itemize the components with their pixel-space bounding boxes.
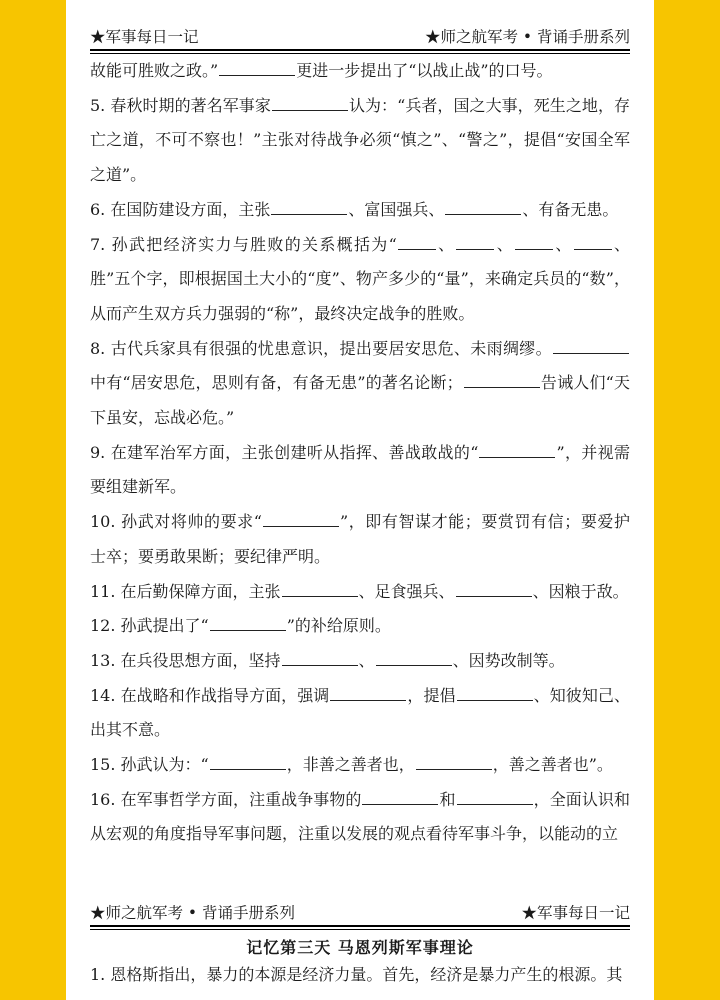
content-block-2 (90, 958, 630, 993)
blank (362, 788, 438, 805)
header-left: ★军事每日一记 (90, 28, 199, 46)
blank (464, 371, 540, 388)
blank (210, 753, 286, 770)
blank (282, 649, 358, 666)
header-rule-thin (90, 929, 630, 930)
paragraph-10: 10. 孙武对将帅的要求“ ”，即有智谋才能；要赏罚有信；要爱护士卒；要勇敢果断；要纪律严明。 (90, 512, 630, 566)
paragraph-6: 6. 在国防建设方面，主张 、富国强兵、 、有备无患。 (90, 199, 619, 219)
blank (457, 788, 533, 805)
blank (457, 684, 533, 701)
blank (479, 441, 555, 458)
page (66, 0, 654, 1000)
paragraph-9: 9. 在建军治军方面，主张创建听从指挥、善战敢战的“ ”，并视需要组建新军。 (90, 442, 630, 497)
page-header-bottom (90, 903, 630, 923)
paragraph-13: 13. 在兵役思想方面，坚持 、 、因势改制等。 (90, 650, 565, 670)
blank (282, 580, 358, 597)
header-right: ★师之航军考 • 背诵手册系列 (425, 28, 630, 46)
paragraph-12: 12. 孙武提出了“ ”的补给原则。 (90, 616, 391, 636)
paragraph-5: 5. 春秋时期的著名军事家 认为：“兵者，国之大事，死生之地，存亡之道，不可不察也！”主张对待战争必须“慎之”、“警之”，提倡“安国全军之道”。 (90, 95, 630, 185)
blank (416, 753, 492, 770)
blank (515, 233, 553, 250)
header-rule (90, 49, 630, 51)
paragraph-16: 16. 在军事哲学方面，注重战争事物的 和 ，全面认识和从宏观的角度指导军事问题，注重以发展的观点看待军事斗争，以能动的立 (90, 789, 630, 844)
section-title: 记忆第三天 马恩列斯军事理论 (246, 938, 474, 957)
blank (219, 59, 295, 76)
blank (330, 684, 406, 701)
blank (271, 198, 347, 215)
content-block-1 (90, 54, 630, 852)
paragraph-0: 故能可胜败之政。” 更进一步提出了“以战止战”的口号。 (90, 61, 553, 80)
blank (553, 337, 629, 354)
blank (445, 198, 521, 215)
blank (574, 233, 612, 250)
paragraph-7: 7. 孙武把经济实力与胜败的关系概括为“ 、 、 、 、胜”五个字，即根据国土大小的“度”、物产多少的“量”，来确定兵员的“数”，从而产生双方兵力强弱的“称”，最终决定战争的胜败。 (90, 234, 630, 323)
blank (376, 649, 452, 666)
blank (272, 94, 348, 111)
paragraph-11: 11. 在后勤保障方面，主张 、足食强兵、 、因粮于敌。 (90, 581, 629, 601)
blank (456, 233, 494, 250)
paragraph-15: 15. 孙武认为：“ ，非善之善者也， ，善之善者也”。 (90, 755, 613, 775)
blank (210, 614, 286, 631)
paragraph-8: 8. 古代兵家具有很强的忧患意识，提出要居安思危、未雨绸缪。中有“居安思危，思则有备，有备无患”的著名论断； 告诫人们“天下虽安，忘战必危。” (90, 338, 630, 428)
page-header-top (90, 27, 630, 47)
header-rule (90, 925, 630, 927)
blank (398, 233, 436, 250)
blank (263, 510, 339, 527)
header-left: ★师之航军考 • 背诵手册系列 (90, 904, 295, 922)
paragraph-e1: 1. 恩格斯指出，暴力的本源是经济力量。首先，经济是暴力产生的根源。其 (90, 965, 623, 984)
blank (456, 580, 532, 597)
header-right: ★军事每日一记 (521, 904, 630, 922)
paragraph-14: 14. 在战略和作战指导方面，强调 ，提倡 、知彼知己、出其不意。 (90, 685, 630, 740)
